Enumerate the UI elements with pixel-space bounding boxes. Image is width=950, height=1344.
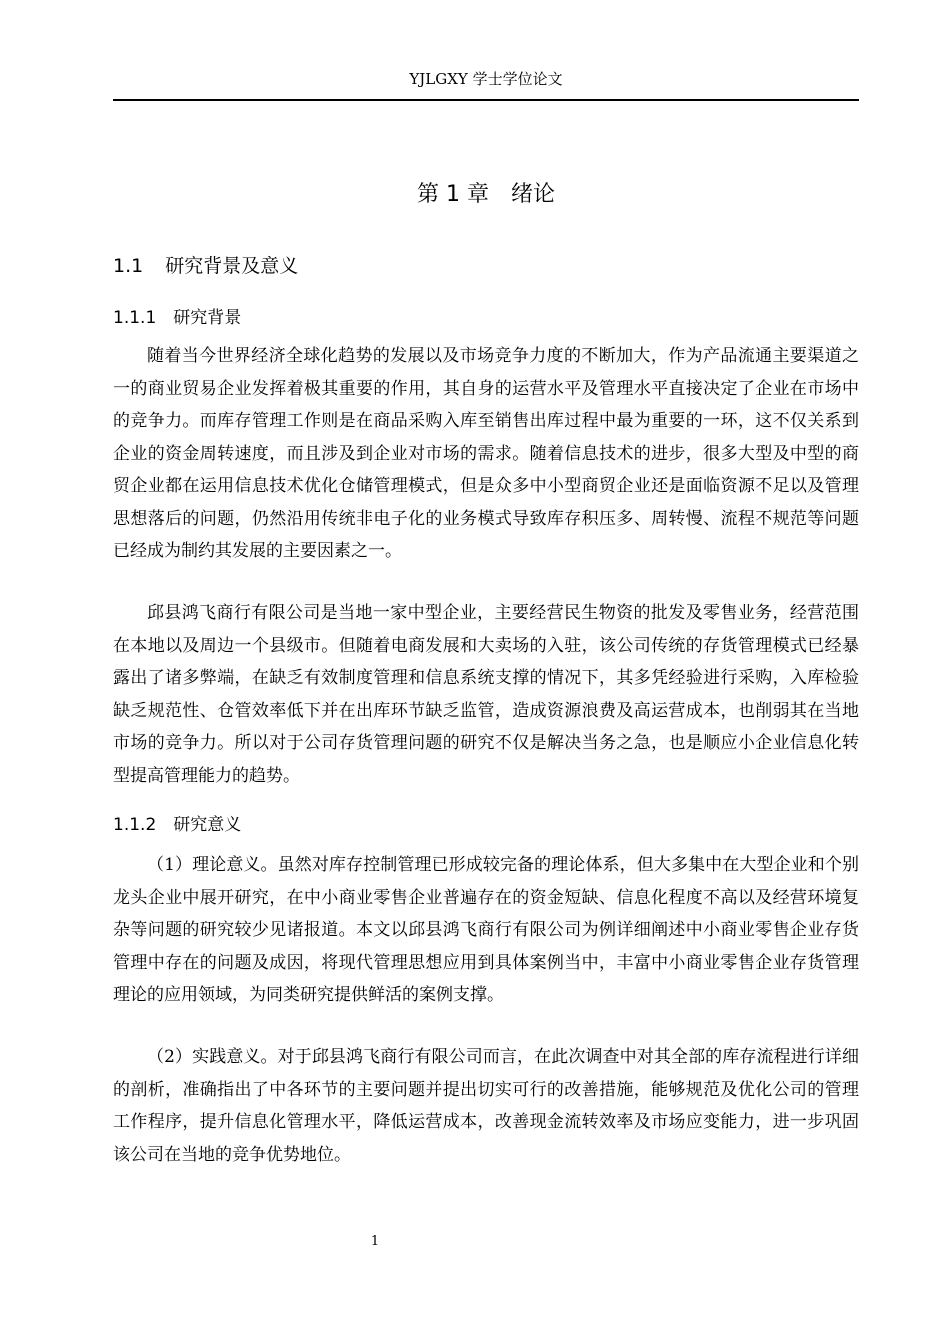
- section-heading-1-1: [113, 252, 298, 280]
- background-paragraph-2: 邱县鸿飞商行有限公司是当地一家中型企业，主要经营民生物资的批发及零售业务，经营范围在本地以及周边一个县级市。但随着电商发展和大卖场的入驻，该公司传统的存货管理模式已经暴露出了诸多弊端，在缺乏有效制度管理和信息系统支撑的情况下，其多凭经验进行采购，入库检验缺乏规范性、仓管效率低下并在出库环节缺乏监管，造成资源浪费及高运营成本，也削弱其在当地市场的竞争力。所以对于公司存货管理问题的研究不仅是解决当务之急，也是顺应小企业信息化转型提高管理能力的趋势。: [113, 603, 859, 786]
- subsection-number: 1.1.1: [113, 308, 157, 328]
- subsection-title: 研究背景: [173, 308, 242, 328]
- subsection-heading-1-1-2: [113, 812, 241, 838]
- background-paragraph-1: 随着当今世界经济全球化趋势的发展以及市场竞争力度的不断加大，作为产品流通主要渠道之一的商业贸易企业发挥着极其重要的作用，其自身的运营水平及管理水平直接决定了企业在市场中的竞争力。而库存管理工作则是在商品采购入库至销售出库过程中最为重要的一环，这不仅关系到企业的资金周转速度，而且涉及到企业对市场的需求。随着信息技术的进步，很多大型及中型的商贸企业都在运用信息技术优化仓储管理模式，但是众多中小型商贸企业还是面临资源不足以及管理思想落后的问题，仍然沿用传统非电子化的业务模式导致库存积压多、周转慢、流程不规范等问题已经成为制约其发展的主要因素之一。: [113, 346, 859, 561]
- subsection-heading-1-1-1: [113, 305, 241, 331]
- subsection-number: 1.1.2: [113, 815, 157, 835]
- significance-paragraph-1: （1）理论意义。虽然对库存控制管理已形成较完备的理论体系，但大多集中在大型企业和个别龙头企业中展开研究，在中小商业零售企业普遍存在的资金短缺、信息化程度不高以及经营环境复杂等问题的研究较少见诸报道。本文以邱县鸿飞商行有限公司为例详细阐述中小商业零售企业存货管理中存在的问题及成因，将现代管理思想应用到具体案例当中，丰富中小商业零售企业存货管理理论的应用领域，为同类研究提供鲜活的案例支撑。: [113, 855, 859, 1005]
- significance-paragraph-2: （2）实践意义。对于邱县鸿飞商行有限公司而言，在此次调查中对其全部的库存流程进行详细的剖析，准确指出了中各环节的主要问题并提出切实可行的改善措施，能够规范及优化公司的管理工作程序，提升信息化管理水平，降低运营成本，改善现金流转效率及市场应变能力，进一步巩固该公司在当地的竞争优势地位。: [113, 1047, 859, 1165]
- subsection-title: 研究意义: [173, 815, 242, 835]
- chapter-title: 第 1 章 绪论: [417, 182, 555, 207]
- section-number: 1.1: [113, 255, 144, 277]
- running-header: YJLGXY 学士学位论文: [409, 70, 563, 88]
- header-rule: [113, 99, 859, 101]
- page-number: 1: [370, 1234, 380, 1249]
- section-title: 研究背景及意义: [165, 255, 299, 277]
